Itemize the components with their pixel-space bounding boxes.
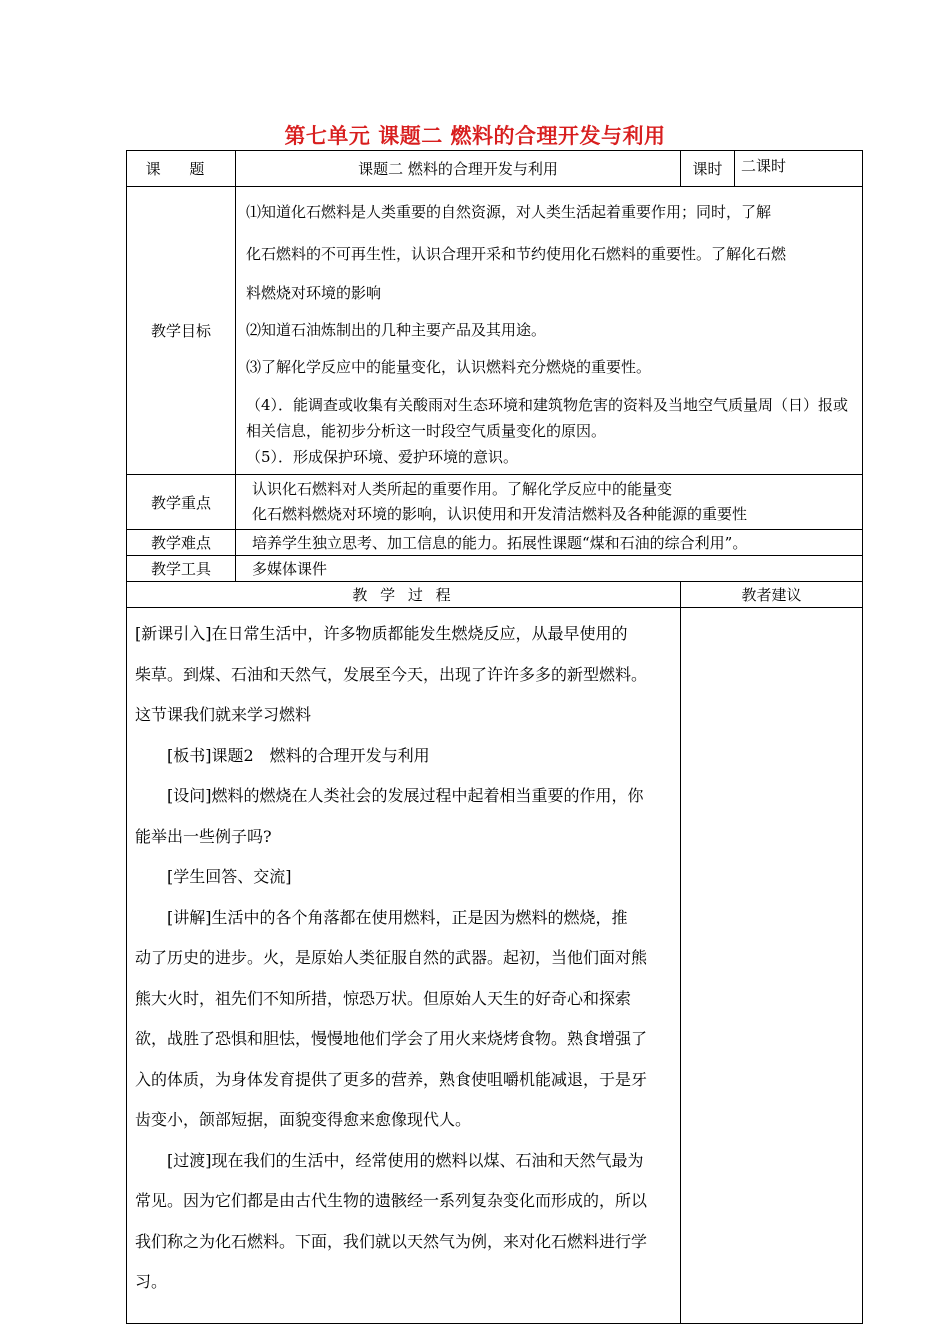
period-label: 课时: [692, 160, 723, 178]
process-line-9: 动了历史的进步。火，是原始人类征服自然的武器。起初，当他们面对熊: [135, 948, 648, 967]
process-row: [127, 608, 863, 1324]
difficulties-label: 教学难点: [150, 534, 211, 552]
key-point-line-1: 认识化石燃料对人类所起的重要作用。了解化学反应中的能量变: [252, 480, 673, 498]
difficulties-content-cell: [236, 530, 863, 556]
lesson-plan-table: [126, 150, 863, 1324]
process-line-1: [新课引入]在日常生活中，许多物质都能发生燃烧反应，从最早使用的: [135, 624, 628, 643]
goal-line-5: ⑶了解化学反应中的能量变化，认识燃料充分燃烧的重要性。: [246, 358, 652, 376]
process-header-row: [127, 582, 863, 608]
goal-line-4: ⑵知道石油炼制出的几种主要产品及其用途。: [246, 321, 547, 339]
suggestion-content-cell: [681, 608, 863, 1324]
document-title: 第七单元 课题二 燃料的合理开发与利用: [284, 124, 666, 148]
process-line-15: 常见。因为它们都是由古代生物的遗骸经一系列复杂变化而形成的，所以: [135, 1191, 648, 1210]
process-header-cell: [127, 582, 681, 608]
process-content-cell: [127, 608, 681, 1324]
goals-label-cell: [127, 187, 236, 475]
process-header: 教 学 过 程: [352, 586, 455, 604]
topic-label: 课 题: [145, 160, 217, 178]
goals-label: 教学目标: [150, 322, 211, 340]
process-line-3: 这节课我们就来学习燃料: [135, 705, 312, 724]
process-line-8: [讲解]生活中的各个角落都在使用燃料，正是因为燃料的燃烧，推: [167, 907, 628, 927]
tools-row: [127, 556, 863, 582]
goal-line-7: （5）．形成保护环境、爱护环境的意识。: [246, 448, 519, 466]
tools-label-cell: [127, 556, 236, 582]
tools-label: 教学工具: [150, 560, 211, 578]
topic-value: 课题二 燃料的合理开发与利用: [358, 160, 558, 178]
process-line-5: [设问]燃料的燃烧在人类社会的发展过程中起着相当重要的作用，你: [167, 786, 644, 805]
topic-value-cell: [236, 151, 681, 187]
process-line-4: [板书]课题2 燃料的合理开发与利用: [167, 745, 430, 765]
period-value-cell: [735, 151, 863, 187]
process-line-12: 入的体质，为身体发育提供了更多的营养，熟食使咀嚼机能减退，于是牙: [135, 1069, 648, 1089]
process-line-14: [过渡]现在我们的生活中，经常使用的燃料以煤、石油和天然气最为: [167, 1150, 644, 1170]
process-line-6: 能举出一些例子吗?: [135, 826, 272, 846]
key-points-label-cell: [127, 475, 236, 530]
process-line-16: 我们称之为化石燃料。下面，我们就以天然气为例，来对化石燃料进行学: [135, 1231, 648, 1251]
difficulties-label-cell: [127, 530, 236, 556]
process-line-7: [学生回答、交流]: [167, 867, 292, 886]
topic-label-cell: [127, 151, 236, 187]
key-points-label: 教学重点: [150, 493, 211, 512]
goal-line-1: ⑴知道化石燃料是人类重要的自然资源，对人类生活起着重要作用；同时，了解: [246, 203, 772, 221]
goal-line-6: （4）．能调查或收集有关酸雨对生态环境和建筑物危害的资料及当地空气质量周（日）报或相关信息，能初步分析这一时段空气质量变化的原因。: [246, 396, 849, 440]
goal-line-2: 化石燃料的不可再生性，认识合理开采和节约使用化石燃料的重要性。了解化石燃: [246, 245, 787, 263]
key-point-line-2: 化石燃料燃烧对环境的影响，认识使用和开发清洁燃料及各种能源的重要性: [252, 505, 748, 523]
goal-line-3: 料燃烧对环境的影响: [246, 284, 382, 302]
goals-content-cell: [236, 187, 863, 475]
process-line-17: 习。: [135, 1272, 168, 1291]
process-line-11: 欲，战胜了恐惧和胆怯，慢慢地他们学会了用火来烧烤食物。熟食增强了: [135, 1029, 648, 1048]
suggestion-header: 教者建议: [741, 586, 802, 604]
process-line-2: 柴草。到煤、石油和天然气，发展至今天，出现了许许多多的新型燃料。: [135, 664, 648, 684]
process-line-13: 齿变小，颌部短据，面貌变得愈来愈像现代人。: [135, 1110, 472, 1129]
period-value: 二课时: [741, 157, 787, 175]
tools-text: 多媒体课件: [252, 560, 328, 578]
key-points-row: [127, 475, 863, 530]
process-line-10: 熊大火时，祖先们不知所措，惊恐万状。但原始人天生的好奇心和探索: [135, 988, 632, 1008]
goals-row: [127, 187, 863, 475]
difficulties-text: 培养学生独立思考、加工信息的能力。拓展性课题“煤和石油的综合利用”。: [252, 534, 748, 552]
period-label-cell: [681, 151, 735, 187]
tools-content-cell: [236, 556, 863, 582]
key-points-content-cell: [236, 475, 863, 530]
suggestion-header-cell: [681, 582, 863, 608]
difficulties-row: [127, 530, 863, 556]
topic-row: [127, 151, 863, 187]
